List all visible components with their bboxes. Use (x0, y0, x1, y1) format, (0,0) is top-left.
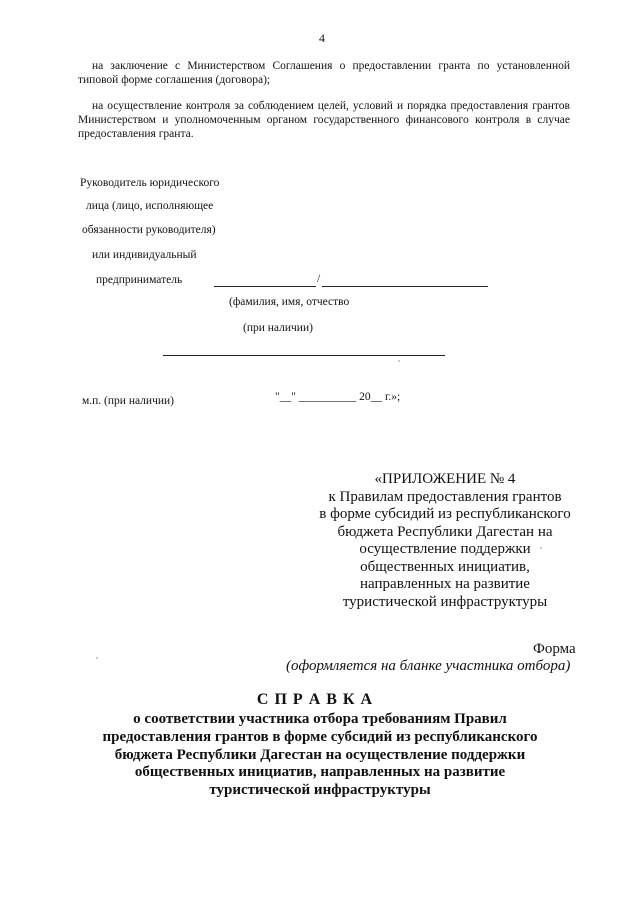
appendix-line-7: направленных на развитие (360, 576, 530, 592)
appendix-line-2: к Правилам предоставления грантов (328, 488, 562, 505)
scan-speck (540, 547, 542, 549)
appendix-line-4: бюджета Республики Дагестан на (337, 523, 553, 540)
certificate-title: С П Р А В К А (256, 691, 374, 708)
certificate-line-5: туристической инфраструктуры (209, 782, 431, 799)
paragraph-agreement: на заключение с Министерством Соглашения о предоставлении гранта по установленной типовой форме соглашения (договора); (78, 60, 570, 86)
signature-label-line-3: обязанности руководителя) (82, 224, 216, 236)
appendix-header (300, 471, 590, 611)
signature-line (214, 286, 316, 287)
scan-speck (398, 360, 400, 362)
appendix-line-8: туристической инфраструктуры (342, 593, 548, 610)
appendix-line-6: общественных инициатив, (360, 558, 530, 575)
appendix-line-5: осуществление поддержки (359, 541, 531, 557)
signature-label-line-2: лица (лицо, исполняющее (86, 200, 214, 212)
extra-line (163, 355, 445, 356)
form-label: Форма (533, 641, 576, 657)
appendix-line-1: «ПРИЛОЖЕНИЕ № 4 (374, 471, 516, 487)
stamp-label: м.п. (при наличии) (82, 395, 174, 407)
certificate-line-4: общественных инициатив, направленных на развитие (134, 764, 506, 781)
appendix-line-3: в форме субсидий из республиканского (319, 506, 571, 522)
certificate-line-2: предоставления грантов в форме субсидий из республиканского (102, 728, 538, 745)
scan-speck (96, 657, 98, 659)
page-number: 4 (319, 31, 325, 45)
signature-label-line-4: или индивидуальный (92, 249, 197, 261)
certificate-subtitle (95, 711, 545, 800)
paragraph-control: на осуществление контроля за соблюдением целей, условий и порядка предоставления грантов Министерством и уполномоченным органом государственного финансового контроля в случае предоставления гранта. (78, 100, 570, 140)
name-line (322, 286, 488, 287)
date-field: "__" __________ 20__ г.»; (275, 391, 401, 403)
signature-slash: / (317, 273, 321, 285)
certificate-line-1: о соответствии участника отбора требованиям Правил (133, 711, 507, 727)
form-note: (оформляется на бланке участника отбора) (286, 658, 571, 674)
fio-caption-line-2: (при наличии) (243, 322, 313, 334)
signature-label-line-5: предприниматель (96, 274, 183, 286)
fio-caption-line-1: (фамилия, имя, отчество (229, 296, 350, 308)
signature-label-line-1: Руководитель юридического (80, 177, 220, 189)
certificate-line-3: бюджета Республики Дагестан на осуществление поддержки (114, 746, 526, 763)
